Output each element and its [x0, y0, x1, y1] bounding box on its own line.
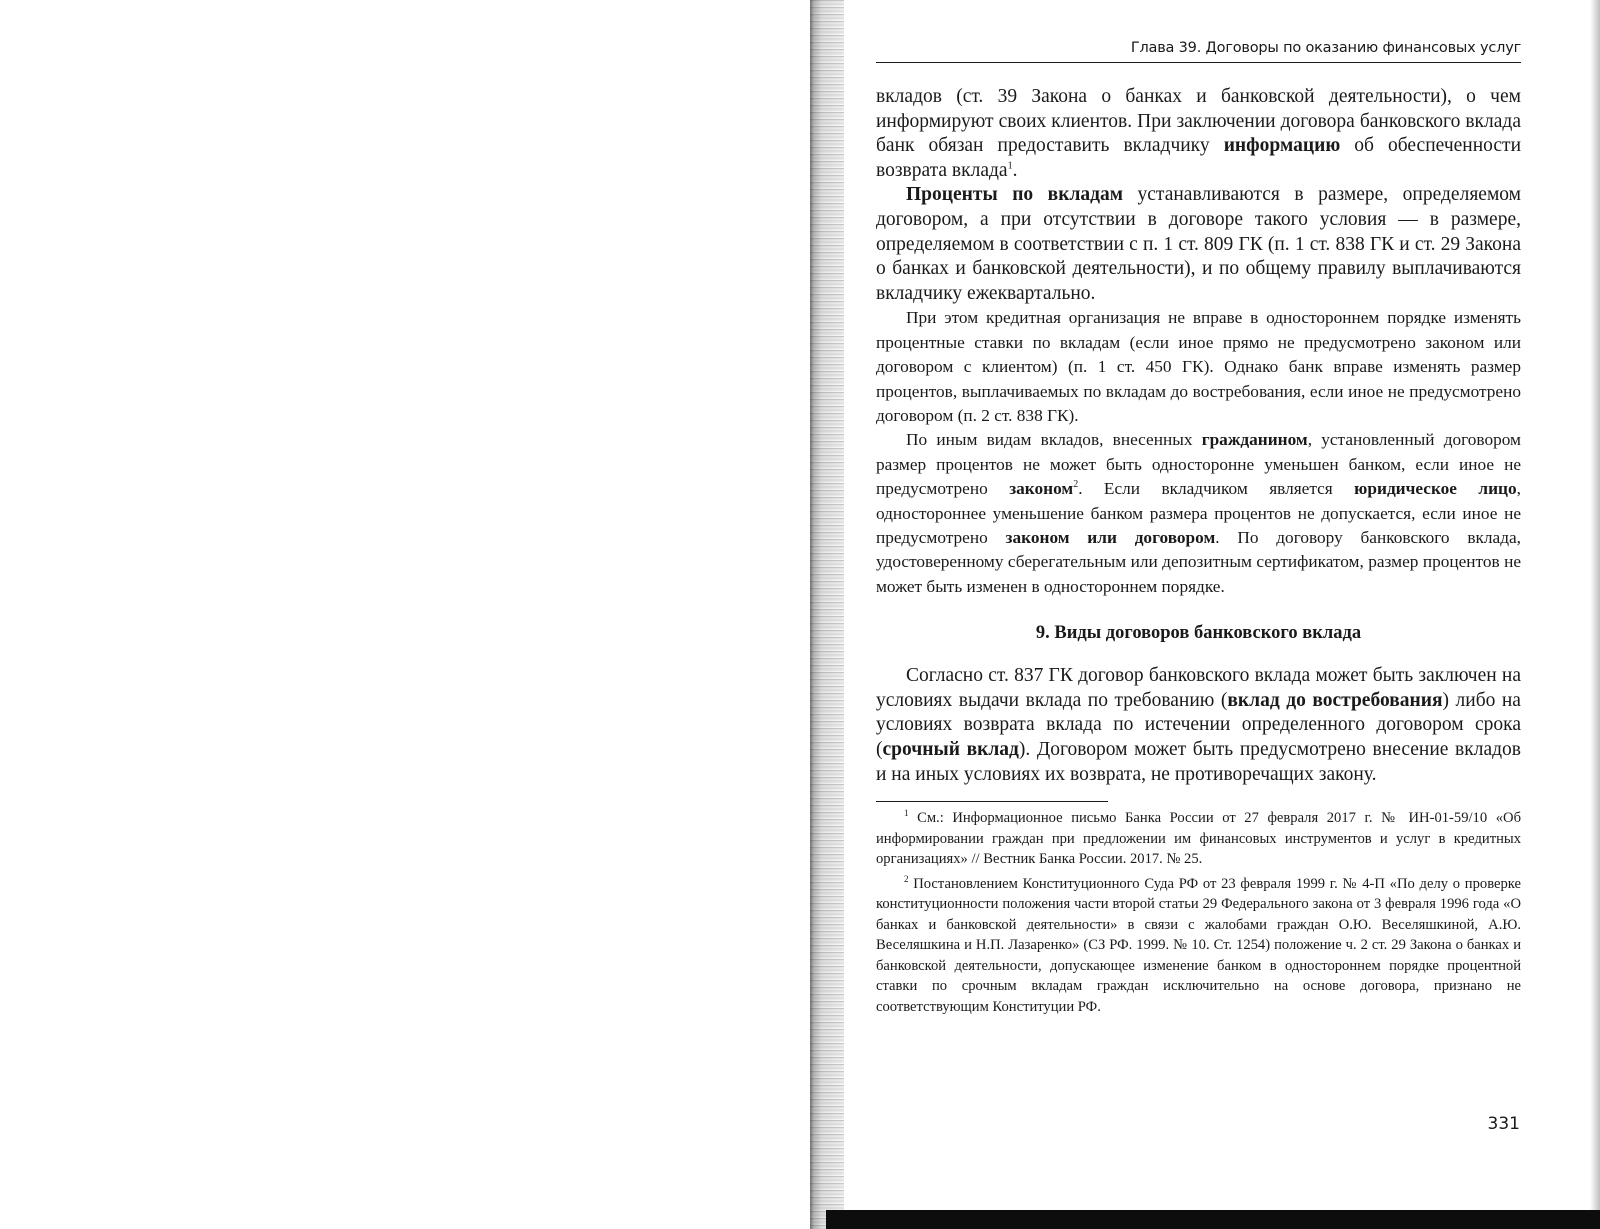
text-span: , установленный договором размер процентов не может быть односторонне уменьшен банком, если иное не предусмотрено: [876, 430, 1521, 499]
paragraph-2: [876, 183, 1521, 306]
book-page: [876, 40, 1521, 1017]
text-span: вкладов (ст. 39 Закона о банках и банковской деятельности), о чем информируют своих клиентов. При заключении договора банковского вклада банк обязан предоставить вкладчику: [876, 86, 1521, 157]
scan-bottom-border: [826, 1210, 1600, 1229]
bold-term: Проценты по вкладам: [906, 184, 1124, 206]
text-span: По иным видам вкладов, внесенных: [906, 430, 1202, 450]
bold-term: законом: [1009, 479, 1074, 499]
footnote-separator: [876, 801, 1108, 802]
paragraph-5: [876, 664, 1521, 787]
text-span: .: [1012, 159, 1018, 181]
footnote-2: [876, 874, 1521, 1018]
running-header: Глава 39. Договоры по оказанию финансовых услуг: [876, 40, 1521, 63]
text-span: . По договору банковского вклада, удостоверенному сберегательным или депозитным сертификатом, размер процентов не может быть изменен в одностороннем порядке.: [876, 528, 1521, 596]
text-span: об обеспеченности возврата вклада: [876, 135, 1522, 181]
page-number: 331: [1487, 1114, 1520, 1134]
text-span: , одностороннее уменьшение банком размера процентов не допускается, если иное не предусмотрено: [876, 479, 1521, 547]
bold-term: вклад до востребования: [1227, 689, 1443, 711]
footnote-text: См.: Информационное письмо Банка России от 27 февраля 2017 г. № ИН-01-59/10 «Об информировании граждан при предложении им финансовых инструментов и услуг в кредитных организациях» // Вестник Банка России. 2017. № 25.: [876, 810, 1521, 868]
bold-term: гражданином: [1201, 430, 1308, 450]
footnote-ref-2: 2: [1073, 479, 1079, 491]
bold-term: законом или договором: [1005, 528, 1216, 547]
bold-term: информацию: [1223, 135, 1341, 157]
paragraph-1: [876, 85, 1521, 183]
footnote-text: Постановлением Конституционного Суда РФ от 23 февраля 1999 г. № 4-П «По делу о проверке конституционности положения части второй статьи 29 Федерального закона от 3 февраля 1996 года «О банках и банковской деятельности» в связи с жалобами граждан О.Ю. Веселяшкиной, А.Ю. Веселяшкина и Н.П. Лазаренко» (СЗ РФ. 1999. № 10. Ст. 1254) положение ч. 2 ст. 29 Закона о банках и банковской деятельности, допускающее изменение банком в одностороннем порядке процентной ставки по срочным вкладам граждан исключительно на основе договора, признано не соответствующим Конституции РФ.: [876, 875, 1521, 1015]
text-span: устанавливаются в размере, определяемом договором, а при отсутствии в договоре такого условия — в размере, определяемом в соответствии с п. 1 ст. 809 ГК (п. 1 ст. 838 ГК и ст. 29 Закона о банках и банковской деятельности), и по общему правилу выплачиваются вкладчику ежеквартально.: [876, 184, 1521, 304]
text-span: ) либо на условиях возврата вклада по истечении определенного договором срока (: [876, 689, 1521, 760]
bold-term: юридическое лицо: [1354, 479, 1517, 499]
text-span: ). Договором может быть предусмотрено внесение вкладов и на иных условиях их возврата, не противоречащих закону.: [876, 739, 1521, 785]
book-spine-shadow: [810, 0, 844, 1229]
text-span: . Если вкладчиком является: [1078, 479, 1355, 499]
footnote-ref-1: 1: [1007, 160, 1013, 172]
paragraph-3: При этом кредитная организация не вправе в одностороннем порядке изменять процентные ставки по вкладам (если иное прямо не предусмотрено законом или договором с клиентом) (п. 1 ст. 450 ГК). Однако банк вправе изменять размер процентов, выплачиваемых по вкладам до востребования, если иное не предусмотрено договором (п. 2 ст. 838 ГК).: [876, 308, 1521, 425]
footnote-1: [876, 808, 1521, 870]
bold-term: срочный вклад: [882, 739, 1019, 760]
paragraph-4: [876, 428, 1521, 599]
footnote-mark: 2: [904, 873, 909, 884]
text-span: Согласно ст. 837 ГК договор банковского вклада может быть заключен на условиях выдачи вклада по требованию (: [876, 665, 1521, 711]
footnote-mark: 1: [904, 808, 909, 819]
page-edge-shadow: [1590, 0, 1600, 1229]
section-heading: 9. Виды договоров банковского вклада: [1035, 623, 1362, 644]
